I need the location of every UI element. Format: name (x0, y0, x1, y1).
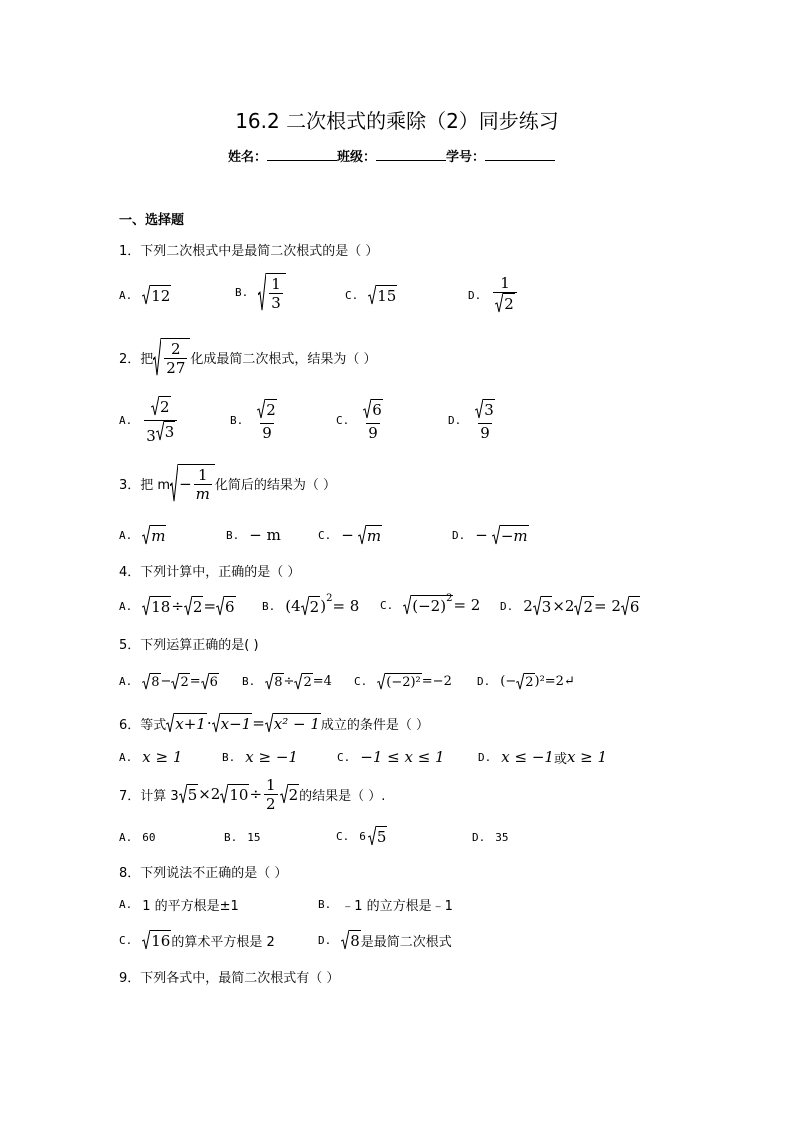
q2-option-a[interactable]: A. 2 3 3 (119, 398, 179, 442)
q4-option-a[interactable]: A. 18 ÷ 2 = 6 (119, 597, 235, 616)
q5-option-c[interactable]: C. (−2)² =−2 (354, 673, 452, 690)
section-heading: 一、选择题 (119, 213, 185, 228)
option-label: A. (119, 288, 133, 302)
q2-option-d[interactable]: D. $\frac{3}{9}$ (448, 400, 494, 442)
q1-option-a[interactable] (119, 278, 171, 312)
q5-option-b[interactable]: B. 8 ÷ 2 =4 (242, 673, 332, 690)
q8-option-b[interactable]: B. ﹣1 的立方根是﹣1 (318, 897, 453, 914)
q6-option-d[interactable]: D. x ≤ −1 或 x ≥ 1 (478, 748, 608, 767)
sqrt: 12 (142, 285, 171, 305)
q6-option-c[interactable]: C. −1 ≤ x ≤ 1 (337, 748, 445, 766)
q1-option-b[interactable]: B. $\frac{1}{3}$ (235, 270, 286, 314)
sqrt: $\frac{1}{3}$ (258, 273, 286, 312)
q1-option-d[interactable]: D. $\frac{1}{2}$ (468, 274, 519, 316)
q3-option-d[interactable]: D. − −m (452, 526, 528, 545)
sqrt: $\frac{2}{27}$ (153, 338, 190, 377)
question-3: 3．把 m − $\frac{1}{m}$ 化简后的结果为（ ） (119, 465, 337, 503)
q3-option-b[interactable]: B. − m (226, 526, 281, 544)
q7-option-c[interactable]: C. 6 5 (336, 828, 387, 846)
question-5: 5．下列运算正确的是( ) (119, 638, 259, 653)
question-4: 4．下列计算中，正确的是（ ） (119, 565, 301, 580)
q3-option-c[interactable]: C. − m (318, 526, 382, 545)
q7-option-d[interactable]: D. 35 (472, 830, 509, 844)
q5-option-d[interactable]: D. (− 2 )²=2↵ (477, 673, 575, 690)
q6-option-b[interactable]: B. x ≥ −1 (222, 748, 298, 766)
q4-option-b[interactable]: B. (4 2 ) 2 = 8 (262, 592, 360, 616)
q1-option-c[interactable]: C. 15 (345, 287, 397, 305)
question-2: 2．把 $\frac{2}{27}$ 化成最简二次根式，结果为（ ） (119, 339, 377, 377)
id-blank[interactable] (485, 148, 555, 161)
question-9: 9．下列各式中，最简二次根式有（ ） (119, 971, 340, 986)
q2-option-c[interactable]: C. $\frac{6}{9}$ (336, 400, 382, 442)
page-title: 16.2 二次根式的乘除（2）同步练习 (235, 109, 559, 133)
class-label: 班级： (337, 150, 377, 165)
q6-option-a[interactable]: A. x ≥ 1 (119, 748, 183, 766)
q2-option-b[interactable]: B. $\frac{2}{9}$ (230, 400, 276, 442)
sqrt: 2 (495, 293, 515, 313)
q5-option-a[interactable]: A. 8 − 2 = 6 (119, 673, 218, 690)
q8-option-c[interactable]: C. 16 的算术平方根是 2 (119, 932, 275, 950)
question-1: 1．下列二次根式中是最简二次根式的是（ ） (119, 244, 379, 259)
q7-option-a[interactable]: A. 60 (119, 830, 156, 844)
name-blank[interactable] (267, 148, 337, 161)
q7-option-b[interactable]: B. 15 (224, 830, 261, 844)
q8-option-d[interactable]: D. 8 是最简二次根式 (318, 932, 452, 950)
class-blank[interactable] (376, 148, 446, 161)
question-8: 8．下列说法不正确的是（ ） (119, 866, 288, 881)
question-7: 7．计算 3 5 ×2 10 ÷ $\frac{1}{2}$ 2 的结果是（ ）. (119, 775, 386, 813)
question-6: 6．等式 x+1 · x−1 = x² − 1 成立的条件是（ ） (119, 714, 430, 733)
q4-option-d[interactable]: D. 2 3 ×2 2 = 2 6 (500, 597, 640, 616)
q4-option-c[interactable]: C. (−2) 2 = 2 (380, 592, 481, 615)
q8-option-a[interactable]: A. 1 的平方根是±1 (119, 897, 239, 914)
q3-option-a[interactable]: A. m (119, 527, 166, 545)
sqrt: 15 (368, 285, 397, 305)
student-info (228, 146, 555, 165)
name-label: 姓名： (228, 150, 268, 165)
id-label: 学号： (446, 150, 486, 165)
